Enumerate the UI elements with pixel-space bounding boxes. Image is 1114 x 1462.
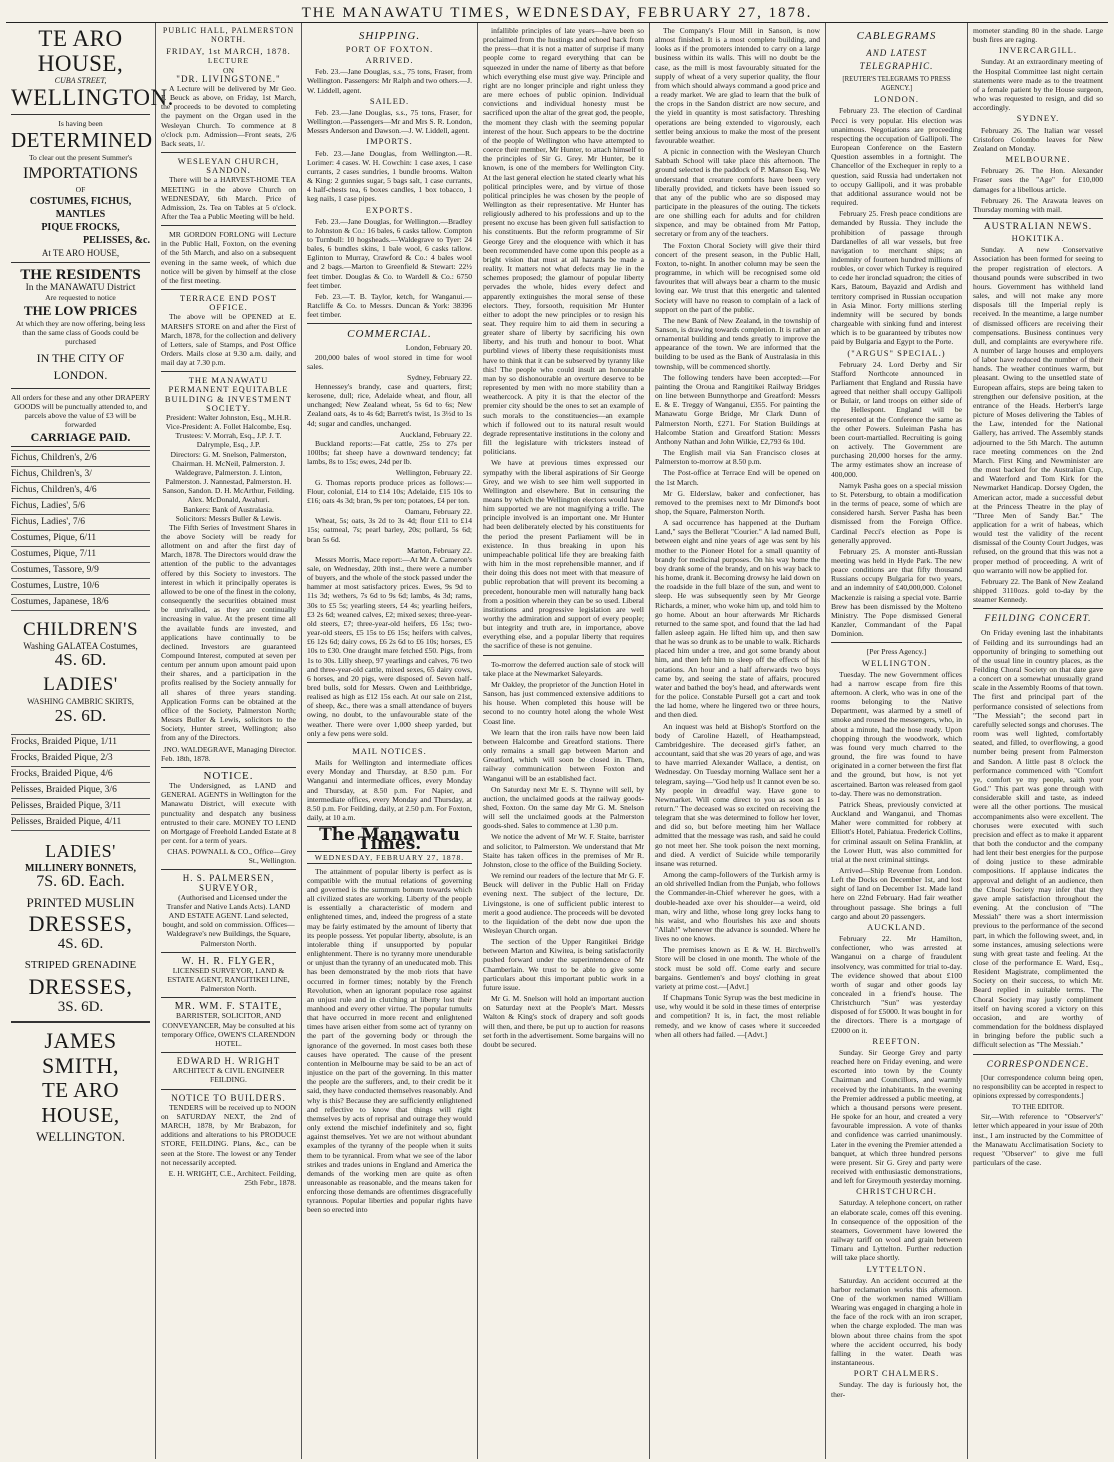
divider: [161, 289, 296, 290]
of: OF: [75, 185, 86, 195]
street: CUBA STREET,: [54, 76, 107, 85]
cable-text: February 25. A monster anti-Russian meeting was held in Hyde Park. The new peace conditions are that fifty thousand Russians occupy Bulgaria for two years, and an indemnity of £40,000,000. Colonel Mackenzie is raising a special vote. Barrie Brew has been dismissed by the Molteno Ministry. The Pope dismissed General Kanzler, Commandant of the Papal Dominion.: [831, 546, 962, 639]
news-item: On Saturday next Mr E. S. Thynne will sell, by auction, the unclaimed goods at the railway goods-shed, Foxton. On the same day Mr G. M. Snelson will sell the unclaimed goods at the Palmerston goods-shed. Sales to commence at 1.30 p.m.: [483, 784, 644, 831]
hall-title: PUBLIC HALL, PALMERSTON NORTH.: [162, 26, 295, 45]
cable-text: February 22. Mr Hamilton, confectioner, who was arrested at Wanganui on a charge of fraudulent insolvency, was committed for trial to-day. The evidence showed that about £100 worth of sugar and other goods lay concealed in a friend's house. The Christchurch "Sun" was yesterday disposed of for £5000. It was bought in for the directors. There is a mortgage of £2000 on it.: [831, 934, 962, 1035]
cable-text: Saturday. A telephone concert, on rather an elaborate scale, comes off this evening. In consequence of the opposition of the steamers, Government have lowered the railway tariff on wool and grain between Timaru and Lyttelton. Further reduction will take place shortly.: [831, 1198, 962, 1263]
divider: [161, 225, 296, 226]
lecture-title: "DR. LIVINGSTONE.": [176, 73, 281, 84]
wesleyan-head: WESLEYAN CHURCH, SANDON.: [177, 156, 280, 176]
vice: Vice-President: A. Follet Halcombe, Esq.: [165, 422, 292, 432]
price-list-2: [11, 734, 150, 831]
city-london: IN THE CITY OF LONDON.: [36, 350, 125, 382]
cambric: WASHING CAMBRIC SKIRTS,: [27, 697, 134, 707]
latest-head: AND LATEST TELEGRAPHIC.: [859, 48, 934, 71]
at-house: At TE ARO HOUSE,: [41, 247, 120, 258]
editorial: The attainment of popular liberty is perfect as is compatible with the mutual relations of governing and governed is the summum bonum towards which all civilized states are working. Liberty of the people is essentially a characteristic of modern and enlightened times, and, indeed the progress of a state may be fairly estimated by the amount of liberty that its people possess. Yet popular liberty, absolute, is an intolerable thing if unsupported by popular enlightenment. There is no tyranny more unendurable or unjust than the tyranny of an uneducated mob. This has been demonstrated by the mob riots that have occurred in former times; notably by the French Revolution, when an ignorant populace rose against an unjust rule and in clutching at liberty lost their manhood and every other virtue. The popular tumults that have occurred in more recent and enlightened times have arisen either from some act of tyranny on the part of the governing body or through the ignorance of the governed. In most cases both these causes have operated. The cause of the present contention in Melbourne may be said to be an act of injustice on the part of the governing. In this matter the people are the sufferers, and, to their credit be it said, they have conducted themselves reasonably. And why is this? Because they are sufficiently enlightened and reflective to know that things will right themselves by acts of reprisal and outrage they would only extend the mischief indefinitely and so, fight against themselves. Yet we are not without abundant examples of the tyranny of the people when it suits them to be tyrannical. From what we see of the labor strikes and trades unions in England and America the demands of the working men are quite as often unreasonable as reasonable, and the means taken for enforcing those demands are oftentimes disgracefully tyrannous. Popular liberties and popular rights have been so erected into: [307, 866, 472, 1215]
divider: [161, 152, 296, 153]
bankers: Bankers: Bank of Australasia.: [183, 504, 274, 514]
arrived-head: ARRIVED.: [365, 55, 414, 66]
news-item: To-morrow the deferred auction sale of stock will take place at the Newmarket Saleyards.: [483, 659, 644, 678]
price-item: Costumes, Pique, 6/11: [11, 531, 150, 547]
price-3s6d: 3S. 6D.: [57, 998, 104, 1015]
news-item: The following tenders have been accepted:—For painting the Oroua and Rangitikei Railway Bridges on line between Bunnythorpe and Greatford: Messrs E. & E. Treggy of Wanganui, £355. For painting the Manawatu Gorge Bridge, Mr Clark Dunn of Palmerston North, £271. For Station Buildings at Halcombe Station and Greatford Station: Messrs Anthony Nathan and John Wilkie, £2,793 6s 10d.: [655, 372, 820, 446]
marton-date: Marton, February 22.: [407, 545, 472, 555]
divider: [161, 997, 296, 998]
news-item: The Foxton Choral Society will give their third concert of the present season, in the Public Hall, Foxton, to-night. In another column may be seen the programme, in which will be recognised some old favourites that will always bear a charm to the music loving ear. We trust that this energetic and talented Society will have no reason to complain of a lack of support on the part of the public.: [655, 240, 820, 314]
feilding-head: FEILDING CONCERT.: [984, 614, 1092, 625]
lyttelton-head: LYTTELTON.: [866, 1263, 927, 1274]
shipping-head: SHIPPING.: [358, 30, 421, 42]
auckland-head: AUCKLAND.: [867, 921, 926, 932]
sydney-date: Sydney, February 22.: [407, 372, 472, 382]
determined: DETERMINED: [11, 128, 153, 153]
society-text: The Fifth Series of Investment Shares in the above Society will be ready for allotment on and after the first day of March, 1878. The Directors would draw the attention of the public to the advantages offered by this Society to investors. The interest in which it principally operates is allowed to be one of the finest in the colony, consequently the securities obtained must be unrivalled, as they are continually increasing in value. At the present time all the available funds are invested, and applications have continually to be declined. Investors are guaranteed Compound Interest, computed at seven per centum per annum upon amount paid upon their shares, and a participation in the profits realised by the Society annually for all shares of three years standing. Application Forms can be obtained at the office of the Society, Palmerston North; Messrs Buller & Lewis, solicitors to the Society, Hunter street, Wellington; also from any of the Directors.: [161, 522, 296, 743]
price-item: Fichus, Ladies', 7/6: [11, 515, 150, 531]
column-6: [826, 23, 968, 1459]
exports-text-2: Feb. 23.—T. B. Taylor, ketch, for Wanganui.—Ratcliffe & Co. to Messrs. Duncan & York: 38396 feet timber.: [307, 291, 472, 320]
te-aro: TE ARO HOUSE,: [41, 1077, 120, 1127]
clear-line: To clear out the present Summer's: [28, 153, 133, 163]
news-item: The premises known as E & W. H. Birchwell's Store will be closed in one month. The whole of the stock must be sold off. Come early and secure bargains. Gentlemen's and boys' clothing in great variety at prime cost.—[Advt.]: [655, 945, 820, 991]
invercargill-head: INVERCARGILL.: [999, 45, 1077, 56]
divider: [161, 371, 296, 372]
carriage: CARRIAGE PAID.: [11, 429, 150, 447]
cable-text: February 26. The Arawata leaves on Thursday morning with mail.: [973, 195, 1103, 214]
price-item: Fichus, Children's, 3/: [11, 467, 150, 483]
port-head: PORT OF FOXTON.: [345, 44, 434, 54]
divider: [307, 742, 472, 743]
president: President: Walter Johnston, Esq., M.H.R.: [166, 412, 291, 422]
concert-text: On Friday evening last the inhabitants of Feilding and its surroundings had an opportunity of bringing to something out of the usual line in country places, as the Feilding Choral Society on that date gave a concert on a somewhat unusually grand scale in the Assembly Rooms of that town. The first and principal part of the performance consisted of selections from "The Messiah"; the second part in carefully selected songs and choruses. The room was well lighted, comfortably seated, and filled, to overflowing, a good number being present from Palmerston and Sandon. A little past 8 o'clock the performance commenced with "Comfort ye, comfort ye my people, saith your God." This part was gone through with considerable skill and taste, as indeed were all the other portions. The musical accompaniments also were excellent. The choruses were executed with such precision and effect as to make it apparent that both the conductor and the company had lent their best energies for the purpose of doing justice to these admirable compositions. If applause indicates the approval and delight of an audience, then the Choral Society may infer that they gave ample satisfaction throughout the evening. At the conclusion of "The Messiah" there was a short intermission previous to the performance of the second part, in which the following sweet, and, in some instances, amusing selections were sung with great taste and feeling. At the close of the performance E. Ward, Esq., Resident Magistrate, complimented the Society on their success, to which Mr. Beard replied in suitable terms. The Choral Society may justly compliment itself on having scored a victory on this occasion, and are worthy of commendation for the boldness displayed in bringing before the public such a difficult selection as "The Messiah.": [973, 628, 1103, 1050]
news-item: The English mail via San Francisco closes at Palmerston to-morrow at 8.50 p.m.: [655, 448, 820, 467]
wellington: WELLINGTON.: [36, 1128, 125, 1144]
exports-head: EXPORTS.: [365, 204, 414, 215]
children: CHILDREN'S: [22, 619, 139, 641]
price-item: Costumes, Lustre, 10/6: [11, 579, 150, 595]
divider: [831, 642, 962, 643]
ladies2: LADIES': [45, 840, 116, 861]
cable-text: Namyk Pasha goes on a special mission to St. Petersburg, to obtain a modification in the terms of peace, some of which are considered harsh. Server Pasha has been dismissed from the Foreign Office. Cardinal Pecci's election as Pope is generally approved.: [831, 480, 962, 545]
cable-text: February 25. Fresh peace conditions are demanded by Russia. They include the prohibition of passage through Dardanelles of all war vessels, but free navigation to merchant ships; an indemnity of fourteen hundred millions of roubles, or cover which Turkey is required to cede her ironclad squadron; the cities of Kars, Batoum, Bayazid and Ardish and territory comprised in Russian occupation in Asia Minor. Forty millions sterling indemnity will be secured by bonds chargeable with sinking fund and interest which is to be guaranteed by tributes now paid by Bulgaria and Egypt to the Porte.: [831, 209, 962, 347]
imports-head: IMPORTS.: [366, 136, 413, 147]
cable-text: Sunday. The day is furiously hot, the ther-: [831, 1380, 962, 1399]
column-4: [478, 23, 650, 1459]
sailed-head: SAILED.: [369, 95, 410, 106]
london-date: London, February 20.: [405, 343, 472, 353]
divider: [161, 1052, 296, 1053]
washing-galatea: Washing GALATEA Costumes,: [23, 641, 138, 652]
to-editor: TO THE EDITOR.: [1012, 1104, 1064, 1112]
commercial-head: COMMERCIAL.: [347, 328, 432, 341]
notice-head: NOTICE.: [203, 769, 254, 782]
christchurch-head: CHRISTCHURCH.: [856, 1186, 937, 1197]
sydney-head: SYDNEY.: [1016, 113, 1060, 124]
correspondence-head: CORRESPONDENCE.: [986, 1059, 1090, 1070]
dresses2: DRESSES,: [28, 973, 133, 999]
directors: Directors: G. M. Snelson, Palmerston, Chairman. H. McNeil, Palmerston. J. Waldegrave, Palmerston. J. Linton, Palmerston. J. Nannestad, Palmerston. H. Sanson, Sandon. D. H. McArthur, Feilding. Alex. McDonald, Awahuri.: [162, 449, 295, 505]
pelisses: PELISSES, &c.: [83, 234, 150, 246]
low-prices: THE LOW PRICES: [23, 303, 138, 319]
society-head: THE MANAWATU PERMANENT EQUITABLE BUILDING & INVESTMENT SOCIETY.: [164, 375, 293, 413]
cable-text: February 26. The Italian war vessel Cristoforo Colombo leaves for New Zealand on Monday.: [973, 125, 1103, 153]
sailed-text: Feb. 23.—Jane Douglas, s.s., 75 tons, Fraser, for Wellington.—Passengers—Mr and Mrs S. R. London, Messrs Anderson and Dawson.—J. W. Liddell, agent.: [307, 107, 472, 136]
requested: Are requested to notice: [45, 292, 116, 302]
wesleyan-text: There will be a HARVEST-HOME TEA MEETING in the above Church on WEDNESDAY, 6th March. Price of Admission, 2s. Tea on Tables at 5 o'clock. After the Tea a Public Meeting will be held.: [161, 175, 296, 221]
divider: [11, 114, 150, 115]
divider: [161, 869, 296, 870]
price-item: Frocks, Braided Pique, 4/6: [11, 767, 150, 783]
price-item: Costumes, Japanese, 18/6: [11, 595, 150, 611]
column-5: [650, 23, 826, 1459]
news-item: The Post-office at Terrace End will be opened on the 1st March.: [655, 468, 820, 487]
builders-text: TENDERS will be received up to NOON on SATURDAY NEXT, the 2nd of MARCH, 1878, by Mr Brabazon, for additions and alterations to his PRODUCE STORE, FEILDING. Plans, &c., can be seen at the Store. The lowest or any Tender not necessarily accepted.: [161, 1102, 296, 1167]
offering: At which they are now offering, being less than the same class of Goods could be purchased: [15, 319, 146, 347]
price-item: Frocks, Braided Pique, 2/3: [11, 751, 150, 767]
price-each: 7S. 6D. Each.: [36, 872, 125, 890]
australian-head: AUSTRALIAN NEWS.: [983, 221, 1093, 232]
cable-text: February 23. The election of Cardinal Pecci is very popular. His election was unanimous. Negotiations are proceeding respecting the occupation of Gallipoli. The European Conference on the Eastern Question assembles in a fortnight. The Chancellor of the Exchequer in reply to a question, said Russia had undertaken not to occupy Gallipoli, and it was probable that additional assurance would not be required.: [831, 106, 962, 208]
london-text: 200,000 bales of wool stored in time for wool sales.: [307, 352, 472, 371]
james: JAMES SMITH,: [42, 1027, 119, 1078]
news-item: We notice the advent of Mr W. F. Staite, barrister and solicitor, to Palmerston. We understand that Mr Staite has taken offices in the premises of Mr R. Johnston, close to the office of the Building Society.: [483, 832, 644, 869]
news-item: Mr G. M. Snelson will hold an important auction on Saturday next at the People's Mart. Messrs Walton & King's stock of drapery and soft goods will then, and there, be put up to auction for reasons set forth in the advertisement. Some bargains will no doubt be secured.: [483, 994, 644, 1049]
powell: CHAS. POWNALL & CO., Office—Grey St., Wellington.: [167, 847, 296, 866]
news-item: We remind our readers of the lecture that Mr G. F. Beuck will deliver in the Public Hall on Friday evening next. The subject of the lecture, Dr. Livingstone, is one of sufficient public interest to merit a good audience. The proceeds will be devoted to the liquidation of the debt now due upon the Wesleyan Church organ.: [483, 871, 644, 935]
news-item: An inquest was held at Bishop's Stortford on the body of Caroline Hazell, of Heathampstead, Cambridgeshire. The deceased girl's father, an accountant, said that she was 20 years of age, and was to have married Alexander Wallace, a dentist, on Wednesday. On Tuesday morning Wallace sent her a telegram, saying—"God help us! It cannot even be so. My people in dreadful way. Have gone to Newmarket. Will come direct to you as soon as I return." The deceased was so excited on receiving the telegram that she was determined to follow her lover, and did so, but before meeting him her Wallace admitted that the message was rash, and said he could go not meet her. She took poison the next morning, and died. A verdict of Suicide while temporarily insane was returned.: [655, 721, 820, 868]
price-item: Fichus, Ladies', 5/6: [11, 499, 150, 515]
palmerson-text: (Authorised and Licensed under the Transfer and Native Lands Acts). LAND AND ESTATE AGENT. Land selected, bought, and sold on commission. Offices—Waldegrave's new Buildings, the Square, Palmerston North.: [162, 892, 295, 948]
argus-head: ("ARGUS" SPECIAL.): [847, 347, 946, 358]
costumes: COSTUMES, FICHUS, MANTLES: [29, 195, 132, 220]
wright: EDWARD H. WRIGHT: [176, 1056, 281, 1067]
marton-text: Messrs Morris, Mace report:—At Mr A. Cameron's sale, on Wednesday, 20th inst., there were a number of buyers, and the whole of the stock passed under the hammer at most satisfactory prices. Ewes, 9s 9d to 11s 3d; wethers, 7s 6d to 9s 6d; lambs, 4s 3d; rams, 30s to £5 5s; yearling steers, £4 4s; yearling heifers, £3 2s 6d; weaned calves, £2; mixed sexes; three-year-old steers, £7; three-year-old heifers, £6 15s; two-year-old steers, £5 15s to £6 15s; heifers with calves, £6 12s 6d; dairy cows, £6 2s 6d to £6 10s; horses, £5 10s to £30. One draught mare fetched £50. Pigs, from 1s to 30s. Lilly sheep, 97 yearlings and calves, 76 two and three-year-old cattle, mixed sexes, 65 dairy cows, 6 horses, and 20 pigs, were disposed of. Seven half-bred bulls, sold for Messrs. Owen and Leithbridge, realised as high as £12 15s each. At our sale on 21st, of sheep, &c., there was a small attendance of buyers owing, no doubt, to the unfavourable state of the weather. There were over 1,000 sheep yarded, but only a few pens were sold.: [307, 554, 472, 738]
cable-text: February 22. The Bank of New Zealand shipped 3110ozs. gold to-day by the steamer Kennedy.: [973, 576, 1103, 605]
divider: [161, 1089, 296, 1090]
reefton-head: REEFTON.: [872, 1035, 921, 1046]
price-item: Pelisses, Braided Pique, 3/6: [11, 783, 150, 799]
signature: JNO. WALDEGRAVE, Managing Director.: [163, 744, 296, 754]
wellington-date: Wellington, February 22.: [395, 468, 472, 478]
editorial-cont-2: We have at previous times expressed our sympathy with the liberal aspirations of Sir George Grey, and we wish to see him well supported in Wellington and elsewhere. But in censuring the means by which the Wellington electors would have him supported we are not magnifying a trifle. The principle involved is an important one. Mr Hunter had been deliberately elected by his constituents for the period the present Parliament will be in existence. In thus breaking in upon his unimpeachable political life they are breaking faith with him in the most reprehensible manner, and if their doing this does not meet with that measure of public reprobation that will prevent its becoming a precedent, honourable men will naturally hang back from a position wherein they can be so used. Liberal institutions and progressive legislation are well worthy the admiration and support of every people; but integrity and truth are, in importance, above everything else, and a popular liberty that requires the sacrifice of these is not genuine.: [483, 458, 644, 651]
news-item: A sad occurrence has happened at the Durham Land," says the Bellerat "Courier." A lad named Bull, between eight and nine years of age was sent by his mother to the Pioneer Hotel for a small quantity of brandy for medicinal purposes. On his way home the boy drank some of the brandy, and on his way back to his home, drank it. Becoming drowsy he laid down on the roadside in the full blaze of the sun, and went to sleep. He was subsequently seen by Mr George Richards, a miner, who woke him up, and told him to go home. About an hour afterwards Mr Richards returned to the same spot, and found that the lad had fallen asleep again. He lifted him up, and then saw that he was so drunk as to be unable to walk. Richards placed him under a tree, and got some brandy about him, and then left him to sleep off the effects of his potations. An hour and a half afterwards two boys came by, and seeing the state of affairs, procured water and bathed the boy's head, and afterwards went for the police. Constable Pursell got a cart and took the lad home, where he lingered two or three hours, and then died.: [655, 518, 820, 720]
arrived-text: Feb. 23.—Jane Douglas, s.s., 75 tons, Fraser, from Wellington. Passengers: Mr Ralph and two others.—J. W. Liddell, agent.: [307, 67, 472, 95]
reuter: [REUTER'S TELEGRAMS TO PRESS AGENCY.]: [842, 76, 951, 93]
news-item: We learn that the iron rails have now been laid between Halcombe and Greatford stations. There only remains a small gap between Marton and Greatford, which will soon be closed in. Then, railway communication between Foxton and Wanganui will be an established fact.: [483, 727, 644, 783]
district: In the MANAWATU District: [25, 282, 136, 293]
price-item: Pelisses, Braided Pique, 4/11: [11, 815, 150, 831]
news-item: Mr Oakley, the proprietor of the Junction Hotel in Sanson, has just commenced extensive additions to his house. When completed this house will be second to no country hotel along the whole West Coast line.: [483, 679, 644, 726]
striped: STRIPED GRENADINE: [24, 958, 137, 971]
pique: PIQUE FROCKS,: [41, 221, 120, 233]
on: ON: [223, 65, 234, 75]
divider: [973, 218, 1103, 219]
orders: All orders for these and any other DRAPERY GOODS will be punctually attended to, and parcels above the value of £3 will be forwarded: [11, 392, 150, 430]
flyger: W. H. R. FLYGER,: [181, 955, 276, 967]
times-title: The Manawatu Times.: [319, 825, 460, 855]
city: WELLINGTON.: [11, 85, 174, 111]
cable-text: February 24. Lord Derby and Sir Stafford Northcote announced in Parliament that England and Russia have agreed that neither shall occupy Gallipoli or Bulair, or land troops on either side of the Hellespont. England will be represented at the Conference the same as the other Powers. Suleiman Pasha has been court-martialled. Recruiting is going on actively. The Government are purchasing 20,000 horses for the army. The army estimates show an increase of 400,000.: [831, 359, 962, 479]
wellington-text: G. Thomas reports produce prices as follows:—Flour, colonial, £14 to £14 10s; Adelaide, £15 10s to £16; oats 4s 3d; bran, 9s per ton; potatoes, £4 per ton.: [307, 477, 472, 505]
solicitors: Solicitors: Messrs Buller & Lewis.: [175, 513, 282, 523]
auckland-text: Buckland reports:—Fat cattle, 25s to 27s per 100lbs; fat sheep have a downward tendency; fat lambs, 8s to 15s; ewes, 24d per lb.: [307, 438, 472, 467]
cable-text: Sunday. A new Conservative Association has been formed for seeing to the proper registration of electors. A thousand pounds were subscribed in two hours. Government has withheld land sales, and will not make any more disposals till the Imperial reply is received. In the meantime, a large number of dismissed officers are receiving their compensations. Business continues very dull, and complaints are everywhere rife. A number of large houses and employers of labor have reduced the number of their hands. The weather continues warm, but pleasant. Owing to the unsettled state of European affairs, steps are being taken to strengthen our defensive position, at the entrance of the Heads. Herbert's large picture of Moses delivering the Tables of the Law, intended for the National Gallery, has arrived. The Assembly stands adjourned to the 5th March. The autumn race meeting commences on the 2nd March. First King and Newminister are the most backed for the Australian Cup, and Waterford and Tom Kirk for the Newmarket Handicap. Dorsey Ogden, the American actor, made a successful debut at the Princess Theatre in the play of "Three Men of Sandy Bar." The application for a writ of habeas, which would test the validity of the recent dismissal of the County Court Judges, was refused, on the ground that this was not a proper method of proceeding. A writ of quo warranto will now be applied for.: [973, 245, 1103, 575]
staite-text: BARRISTER, SOLICITOR, AND CONVEYANCER, May be consulted at his temporary Office, OWEN'S CLARENDON HOTEL.: [161, 1011, 296, 1048]
importations: IMPORTATIONS: [22, 165, 139, 183]
price-list-1: [11, 450, 150, 611]
builders-sig: E. H. WRIGHT, C.E., Architect. Feilding, 25th Febr., 1878.: [168, 1168, 296, 1187]
wellington-head: WELLINGTON.: [861, 657, 932, 668]
notice-text: The Undersigned, as LAND and GENERAL AGENTS in Wellington for the Manawatu District, will execute with punctuality and despatch any business entrusted to their care. MONEY TO LEND on Mortgage of Freehold Landed Estate at 8 per cent. for a term of years.: [161, 781, 296, 845]
price-item: Pelisses, Braided Pique, 3/11: [11, 799, 150, 815]
column-1: [6, 23, 174, 1459]
wright-text: ARCHITECT & CIVIL ENGINEER FEILDING.: [172, 1066, 285, 1085]
the-residents: THE RESIDENTS: [20, 266, 141, 283]
cable-text: February 26. The Hon. Alexander Fraser sues the "Age" for £10,000 damages for a libellous article.: [973, 166, 1103, 194]
cable-text: Sunday. At an extraordinary meeting of the Hospital Committee last night certain statements were made as to the treatment of a female patient by the House surgeon, who was requested to resign, and did so accordingly.: [973, 57, 1103, 113]
cable-text: Arrived—Ship Revenue from London. Left the Docks on December 1st, and lost sight of land on December 1st. Made land here on 22nd February. Had fair weather throughout passage. She brings a full cargo and about 20 passengers.: [831, 865, 962, 921]
flyger-text: LICENSED SURVEYOR, LAND & ESTATE AGENT, RANGITIKEI LINE, Palmerston North.: [167, 965, 290, 994]
editorial-cont: infallible principles of late years—have been so proclaimed from the hustings and echoed back from the press—that it is not a matter of surprise if many people come to regard everything that can be squeezed in under the name of liberty as that before which everything else must give way. Principle and right are no longer principle and right unless they are mere echoes of public opinion. Individual convictions and individual honesty must be sacrificed upon the altar of the great god, the people, the moment they clash with the seeming popular interest of the hour. Such appears to be the doctrine of the people of Wellington who have attempted to coerce their member, Mr Hunter, to attach himself to the principles of Sir G. Grey. Mr Hunter, be it known, is one of the members for Wellington City. At the last general election he stated clearly what his political principles were, and by virtue of those political principles he was chosen by the people of Wellington as their representative. Mr Hunter has religiously adhered to his professions and up to the present no excuse has been given full satisfaction to his constituents. But the reform programme of Sir George Grey and the eloquence with which it has been recommended have come upon this people as a bright vision that must at all hazards be made a reality. It matters not what defects may lie in the schemes proposed; the glamour of popular liberty pervades the whole, hides every defect and apparently extinguishes the moral sense of these electors. They, forsooth, requisition Mr Hunter either to adopt the new principles or to resign his seat. They require him to aid them in securing a greater share of liberty by sacrificing his own liberty, and his truth and honour to boot. What purblind views of liberty these requisitionists must have to think that it can be subserved by tyranny like this! The people who could insult an honourable man by so dishonourable an overture deserve to be represented by men with no more stability than a weathercock. A pity it is that the elector of the premier city should be the ones to set an example of such morals to the constituencies—an example which if followed out to its natural result would degrade representative institutions in the colony and fill the legislature with tricksters instead of politicians.: [483, 26, 644, 457]
column-3: [302, 23, 478, 1459]
divider: [973, 1054, 1103, 1055]
millinery: MILLINERY BONNETS,: [25, 862, 136, 874]
news-item: The section of the Upper Rangitikei Bridge between Marton and Kiwitea, is being satisfactorily pushed forward under the superintendence of Mr Chamberlain. We trust to be able to give some particulars about this important public work in a future issue.: [483, 937, 644, 992]
shop-name: TE ARO HOUSE,: [37, 26, 124, 76]
builders-head: NOTICE TO BUILDERS.: [171, 1092, 286, 1103]
news-item: Among the camp-followers of the Turkish army is an old shrivelled Indian from the Punjab, who follows the Commander-in-Chief wherever he goes, with a double-headed axe over his shoulder—a weird, old man, wiry and lithe, whose long grey locks hang to his waist, and who flourishes his axe and shouts "Allah!" whenever the advance is sounded. Where he lives no one knows.: [655, 870, 820, 944]
column-2: [156, 23, 302, 1459]
times-date: WEDNESDAY, FEBRUARY 27, 1878.: [307, 851, 472, 864]
news-item: Mr G. Elderslaw, baker and confectioner, has removed to the premises next to Mr Dimond's boot shop, the Square, Palmerston North.: [655, 488, 820, 516]
oamaru-date: Oamaru, February 22.: [404, 507, 472, 517]
divider: [11, 388, 150, 389]
divider: [973, 608, 1103, 609]
cable-text: Tuesday. The new Government offices had a narrow escape from fire this afternoon. A clerk, who was in one of the rooms belonging to the Native Department, was alarmed by a smell of smoke and roused the messengers, who, in about a minute, had the hose ready. Upon chopping through the woodwork, which was found very much charred to the ground, the fire was found to have originated in a corner between the first flat and the ground, but how, is not yet ascertained. Barton was released from gaol to-day. There was no demonstration.: [831, 669, 962, 798]
sydney-text: Hennessey's brandy, case and quarters, first; kerosene, dull; rice, Adelaide wheat, and flour, all unchanged; New Zealand wheat, 5s 6d to 6s; New Zealand oats, 4s to 4s 6d; Barrett's twist, 1s 3½d to 1s 4d; sugar and candles, unchanged.: [307, 382, 472, 428]
intro: Is having been: [58, 119, 103, 129]
price-4s6d: 4S. 6D.: [54, 650, 107, 670]
letter-text: Sir,—With reference to "Observer's" letter which appeared in your issue of 20th inst., I am instructed by the Committee of the Manawatu Acclimatisation Society to request "Observer" to give me full particulars of the case.: [973, 1112, 1103, 1167]
mail-head: MAIL NOTICES.: [352, 745, 427, 756]
post-text: The above will be OPENED at E. MARSH'S STORE on and after the First of March, 1878, for the collection and delivery of Letters, sale of Stamps, and Post Office Orders. Mails close at 9.30 a.m. daily, and mail day at 7.30 p.m.: [161, 312, 296, 368]
staite: MR. WM. F. STAITE,: [174, 1001, 283, 1013]
divider: [161, 952, 296, 953]
masthead: THE MANAWATU TIMES, WEDNESDAY, FEBRUARY 27, 1878.: [6, 4, 1108, 23]
corr-note: [Our correspondence column being open, no responsibility can be accepted in respect to opinions expressed by correspondents.]: [973, 1073, 1103, 1100]
columns: [6, 23, 1108, 1459]
trustees: Trustees: V. Morrah, Esq., J.P. J. T. Dalrymple, Esq., J.P.: [175, 431, 282, 450]
cable-text: mometer standing 80 in the shade. Large bush fires are raging.: [973, 26, 1103, 45]
divider: [11, 1021, 150, 1023]
palmerson-name: H. S. PALMERSEN, SURVEYOR,: [182, 873, 275, 893]
cable-text: Saturday. An accident occurred at the harbor reclamation works this afternoon. One of the workmen named William Wearing was engaged in charging a hole in the face of the rock with an iron scraper, when the charge exploded. The man was blown about three chains from the spot where the accident occurred, his body falling in the water. Death was instantaneous.: [831, 1275, 962, 1368]
price-4s6d-2: 4S. 6D.: [57, 935, 104, 952]
imports-text: Feb. 23.—Jane Douglas, from Wellington.—R. Lorimer: 4 cases. W. H. Cowchin: 1 case axes, 1 case currants, 2 cases sundries, 1 bundle brooms. Walton & King: 2 gunnies sugar, 5 bags salt, 1 case currants, 4 half-chests tea, 6 boxes candles, 1 box tobacco, 1 keg nails, 1 case pipes.: [307, 148, 472, 204]
melbourne-head: MELBOURNE.: [1005, 154, 1071, 165]
cablegrams-head: CABLEGRAMS: [856, 30, 937, 42]
lecture: LECTURE: [207, 56, 250, 66]
dresses: DRESSES,: [28, 910, 133, 936]
price-item: Frocks, Braided Pique, 1/11: [11, 735, 150, 751]
divider: [11, 262, 150, 263]
divider: [307, 323, 472, 324]
price-item: Fichus, Children's, 4/6: [11, 483, 150, 499]
london-head: LONDON.: [873, 94, 919, 105]
divider: [483, 655, 644, 656]
cable-text: Sunday. Sir George Grey and party reached here on Friday evening, and were escorted into town by the County Chairman and Councillors, and warmly received by the inhabitants. In the evening the Premier addressed a public meeting, at which a thousand persons were present. He spoke for an hour, and created a very favourable impression. A vote of thanks and confidence was carried unanimously. Later in the evening the Premier attended a banquet, at which three hundred persons were present. Sir G. Grey and party were received with enthusiastic demonstrations, and left for Greymouth yesterday morning.: [831, 1047, 962, 1186]
price-2s6d: 2S. 6D.: [54, 705, 107, 725]
price-item: Costumes, Tassore, 9/9: [11, 563, 150, 579]
press-agency: [Per Press Agency.]: [866, 647, 927, 657]
exports-text: Feb. 23.—Jane Douglas, for Wellington.—Bradley to Johnston & Co.: 16 bales, 6 casks tallow. Compton to Turnbull: 10 hogsheads.—Waldegrave to Tyer: 24 bales, 6 bundles skins, 1 bale wool, 6 casks tallow. Eglinton to Murray, Crawford & Co.: 4 bales wool and 2 bags.—Marton to Greenfield & Stewart: 22½ feet timber. Douglas & Co. to Wardell & Co.: 6750 feet timber.: [307, 216, 472, 290]
hall-date: FRIDAY, 1st MARCH, 1878.: [166, 46, 291, 57]
ladies: LADIES': [43, 674, 118, 696]
divider: [161, 767, 296, 768]
mail-text: Mails for Wellington and intermediate offices every Monday and Thursday, at 8.50 p.m. For Wanganui and intermediate offices, every Monday and Thursday, at 8.50 p.m. For Napier, and intermediate offices, every Monday and Thursday, at 8.50 p.m. For Feilding, daily, at 2.50 p.m. For Foxton, daily, at 10 a.m.: [307, 758, 472, 823]
news-item: A picnic in connection with the Wesleyan Church Sabbath School will take place this afternoon. The ground selected is the paddock of P. Manson Esq. We understand that creature comforts have been very liberally provided, and tickets have been issued so that any of the public who are so disposed may participate in the pleasures of the outing. The tickets are one shilling each for adults and for children sixpence, and may be obtained from Mr Pattop, secretary or from any of the teachers.: [655, 147, 820, 239]
auckland-date: Auckland, February 22.: [399, 429, 472, 439]
oamaru-text: Wheat, 5s; oats, 3s 2d to 3s 4d; flour £11 to £14 15s; oatmeal, 7s; pearl barley, 20s; pollard, 5s 6d; bran 5s 6d.: [307, 516, 472, 544]
lecture-text: A Lecture will be delivered by Mr Geo. F. Beuck as above, on Friday, 1st March, the proceeds to be devoted to completing the payment on the Organ used in the Wesleyan Church. To commence at 8 o'clock p.m. Admission—Front seats, 2/6 Back seats, 1/.: [161, 83, 296, 148]
column-7: [968, 23, 1108, 1459]
price-item: Costumes, Pique, 7/11: [11, 547, 150, 563]
news-item: If Chapmans Tonic Syrup was the best medicine in use, why would it be sold in these times of enterprise and competition? It is, in fact, the most reliable remedy, and we know of cases where it succeeded when all others had failed. —[Advt.]: [655, 993, 820, 1039]
forlong-text: MR GORDON FORLONG will Lecture in the Public Hall, Foxton, on the evening of the 5th March, and also on a subsequent evening in the same week, of which due notice will be given by himself at the close of the first meeting.: [161, 230, 296, 285]
cable-text: Patrick Sheas, previously convicted at Auckland and Wanganui, and Thomas Maher were committed for robbery at Elliott's Hotel, Pahiatua. Frederick Collins, for criminal assault on Selina Franklin, at the Lower Hutt, was also committed for trial at the next criminal sittings.: [831, 799, 962, 864]
news-item: The new Bank of New Zealand, in the township of Sanson, is drawing towards completion. It is rather an ornamental building and tends greatly to improve the appearance of the town. We are informed that the building to be used as the Bank of Australasia in this township, will be commenced shortly.: [655, 315, 820, 371]
sig-date: Feb. 18th, 1878.: [161, 753, 211, 763]
news-item: The Company's Flour Mill in Sanson, is now almost finished. It is a most complete building, and looks as if the promoters intended to carry on a large business within its walls. This will no doubt be the case, as the mill is most favourably situated for the supply of wheat of a very superior quality, the flour from which should always command a good price and a ready market. We are glad to learn that the bulk of the crops in the Sandon district are now secure, and the yield in quantity is most satisfactory. Threshing operations are being extended to vigorously, each settler being anxious to make the most of the present favourable weather.: [655, 26, 820, 145]
hokitika-head: HOKITIKA.: [1011, 233, 1065, 244]
printed: PRINTED MUSLIN: [26, 894, 135, 910]
price-item: Fichus, Children's, 2/6: [11, 451, 150, 467]
port-head: PORT CHALMERS.: [853, 1368, 940, 1379]
post-office: TERRACE END POST OFFICE.: [179, 293, 278, 313]
